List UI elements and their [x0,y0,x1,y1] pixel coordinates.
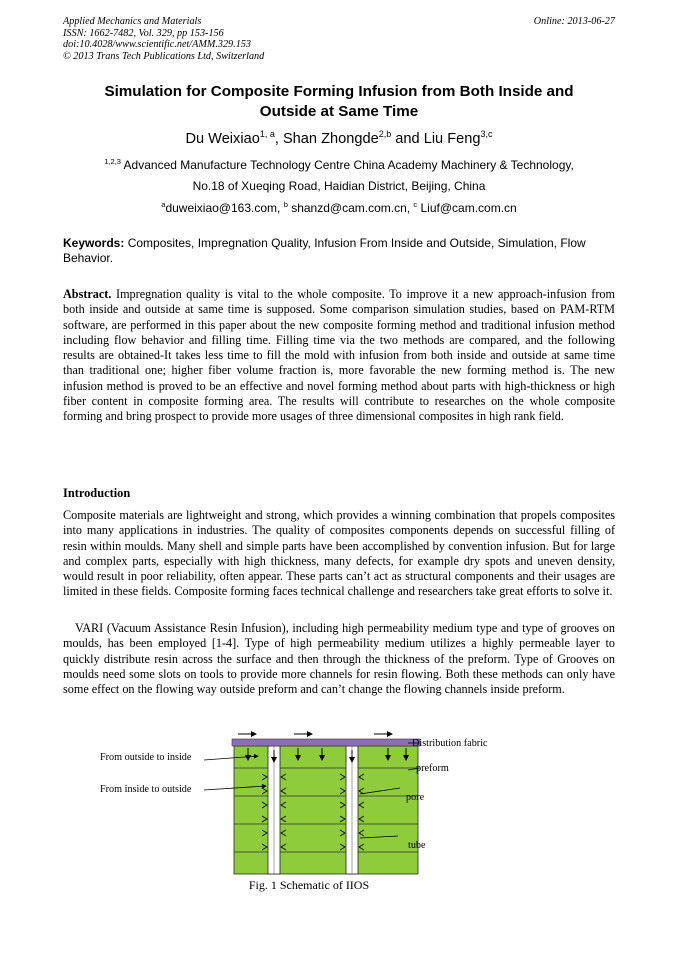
online-date: Online: 2013-06-27 [533,16,615,27]
journal-issn: ISSN: 1662-7482, Vol. 329, pp 153-156 [63,27,224,39]
author-sup: 1, a [259,129,275,139]
affiliation-line-1 [63,157,615,172]
journal-doi: doi:10.4028/www.scientific.net/AMM.329.153 [63,39,251,50]
journal-name: Applied Mechanics and Materials [63,16,202,27]
author-sup: 2,b [378,129,392,139]
abstract-text: Impregnation quality is vital to the whole composite. To improve it a new approach-infusion from both inside and outside at same time is supposed. Some comparison simulation studies, based on PAM-RTM software, are performed in this paper about the new composite forming method and traditional infusion method including flow behavior and filling time. Filling time via the two methods are compared, and the following results are obtained-It takes less time to fill the mold with infusion from both inside and outside at same time than traditional one; higher fiber volume fraction is, more favorable the new forming method is. The new infusion method is proved to be an effective and novel forming method about parts with high-thickness or high fiber content in composite forming area. The results will contribute to researches on the whole composite forming and bring prospect to provide more usages of three dimensional composites in high rank field. [63,287,615,424]
paper-title [63,82,615,122]
figure-iios-schematic [98,730,518,895]
email-link[interactable]: Liuf@cam.com.cn [417,201,517,215]
author-list [63,129,615,147]
author-name: Liu Feng [423,130,481,147]
label-pore: pore [406,792,425,803]
preform-block [234,746,418,874]
email-sup: b [283,200,288,209]
email-sup: c [413,200,418,209]
author-separator: and [391,130,424,147]
figure-caption: Fig. 1 Schematic of IIOS [248,878,370,892]
email-link[interactable]: duweixiao@163.com, [165,201,284,215]
affiliation-line-2: No.18 of Xueqing Road, Haidian District, Beijing, China [192,179,486,193]
intro-paragraph-1: Composite materials are lightweight and strong, which provides a winning combination that propels composites into many applications in industries. The quality of composites components depends on successful filling of resin within moulds. Many shell and simple parts have been accomplished by convention infusion. But for large and complex parts, especially with high thickness, many defects, for example dry spots and uneven density, would result in poor reliability, often appear. These parts can’t act as structural components and their usages are limited in these fields. Composite forming faces technical challenge and researchers take great efforts to solve it. [63,508,615,599]
affiliation-text: Advanced Manufacture Technology Centre China Academy Machinery & Technology, [120,158,574,172]
label-outside-to-inside: From outside to inside [100,752,192,763]
author-name: Du Weixiao [185,130,260,147]
keywords [63,236,615,266]
label-distribution-fabric: Distribution fabric [412,738,488,749]
preform-blocks [234,746,418,874]
title-line-1: Simulation for Composite Forming Infusion from Both Inside and [104,83,574,100]
journal-copyright: © 2013 Trans Tech Publications Ltd, Switzerland [63,50,265,62]
email-sup: a [161,200,166,209]
journal-header [63,16,264,62]
author-separator: , [274,130,283,147]
keywords-text: Composites, Impregnation Quality, Infusion From Inside and Outside, Simulation, Flow Behavior. [63,236,586,265]
abstract [63,287,615,425]
label-preform: preform [416,763,449,774]
author-sup: 3,c [480,129,493,139]
label-tube: tube [408,840,426,851]
abstract-label: Abstract. [63,287,112,301]
author-emails [63,200,615,215]
label-inside-to-outside: From inside to outside [100,784,192,795]
keywords-label: Keywords: [63,236,125,250]
distribution-fabric [232,739,420,746]
intro-paragraph-2: VARI (Vacuum Assistance Resin Infusion), including high permeability medium type and type of grooves on moulds, has been employed [1-4]. Type of high permeability medium utilizes a highly permeable layer to quickly distribute resin across the surface and then through the thickness of the preform. Type of Grooves on moulds need some slots on tools to provide more channels for resin flowing. Both these methods can only have some effect on the flowing way outside preform and can’t change the flowing channels inside preform. [63,621,615,697]
title-line-2: Outside at Same Time [259,103,419,120]
author-name: Shan Zhongde [282,130,379,147]
section-heading-introduction: Introduction [63,486,131,500]
affiliation-sup: 1,2,3 [104,157,121,166]
email-link[interactable]: shanzd@cam.com.cn, [287,201,414,215]
